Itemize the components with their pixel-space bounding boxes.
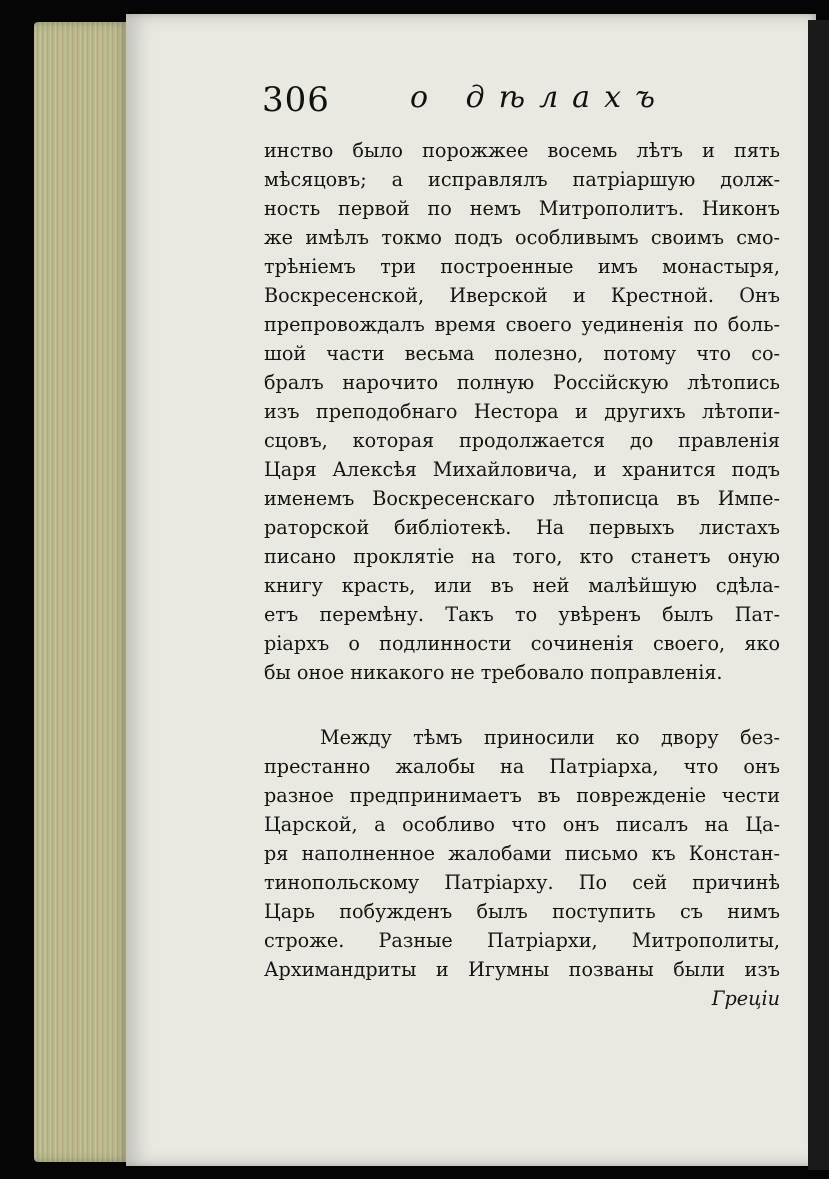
catchword: Греціи bbox=[711, 987, 780, 1010]
text-line: Между тѣмъ приносили ко двору без- bbox=[320, 726, 780, 749]
text-line: же имѣлъ токмо подъ особливымъ своимъ смо- bbox=[264, 226, 780, 249]
body-text bbox=[264, 136, 780, 1013]
running-title: о дѣлахъ bbox=[410, 80, 669, 115]
text-line: писано проклятіе на того, кто станетъ оную bbox=[264, 545, 780, 568]
text-line: ность первой по немъ Митрополитъ. Никонъ bbox=[264, 197, 780, 220]
text-line: бралъ нарочито полную Россійскую лѣтопись bbox=[264, 371, 780, 394]
text-line: етъ перемѣну. Такъ то увѣренъ былъ Пат- bbox=[264, 603, 780, 626]
text-line: ріархъ о подлинности сочиненія своего, яко bbox=[264, 632, 780, 655]
text-line: изъ преподобнаго Нестора и другихъ лѣтопи- bbox=[264, 400, 780, 423]
paragraph-2 bbox=[264, 723, 780, 984]
text-line: Царь побужденъ былъ поступить съ нимъ bbox=[264, 900, 780, 923]
paragraph-gap bbox=[264, 687, 780, 723]
text-line: мѣсяцовъ; а исправлялъ патріаршую долж- bbox=[264, 168, 780, 191]
text-line: Архимандриты и Игумны позваны были изъ bbox=[264, 958, 780, 981]
text-line: бы оное никакого не требовало поправленія. bbox=[264, 661, 723, 684]
text-line: инство было порожжее восемь лѣтъ и пять bbox=[264, 139, 780, 162]
text-line: ря наполненное жалобами письмо къ Констан- bbox=[264, 842, 780, 865]
paragraph-1 bbox=[264, 136, 780, 687]
text-line: препровождалъ время своего уединенія по боль- bbox=[264, 313, 780, 336]
text-line: строже. Разные Патріархи, Митрополиты, bbox=[264, 929, 780, 952]
text-line: тинопольскому Патріарху. По сей причинѣ bbox=[264, 871, 780, 894]
book-page-edges bbox=[34, 22, 130, 1162]
text-line: книгу красть, или въ ней малѣйшую сдѣла- bbox=[264, 574, 780, 597]
text-line: Царя Алексѣя Михайловича, и хранится подъ bbox=[264, 458, 780, 481]
text-line: сцовъ, которая продолжается до правленія bbox=[264, 429, 780, 452]
text-line: шой части весьма полезно, потому что со- bbox=[264, 342, 780, 365]
text-line: Воскресенской, Иверской и Крестной. Онъ bbox=[264, 284, 780, 307]
page-number: 306 bbox=[262, 80, 330, 120]
text-line: именемъ Воскресенскаго лѣтописца въ Импе- bbox=[264, 487, 780, 510]
text-line: престанно жалобы на Патріарха, что онъ bbox=[264, 755, 780, 778]
text-line: Царской, а особливо что онъ писалъ на Ца- bbox=[264, 813, 780, 836]
text-line: раторской библіотекѣ. На первыхъ листахъ bbox=[264, 516, 780, 539]
page-header bbox=[262, 80, 782, 130]
text-line: разное предпринимаетъ въ поврежденіе чести bbox=[264, 784, 780, 807]
page-gutter-shadow bbox=[808, 20, 829, 1170]
text-line: трѣніемъ три построенные имъ монастыря, bbox=[264, 255, 780, 278]
